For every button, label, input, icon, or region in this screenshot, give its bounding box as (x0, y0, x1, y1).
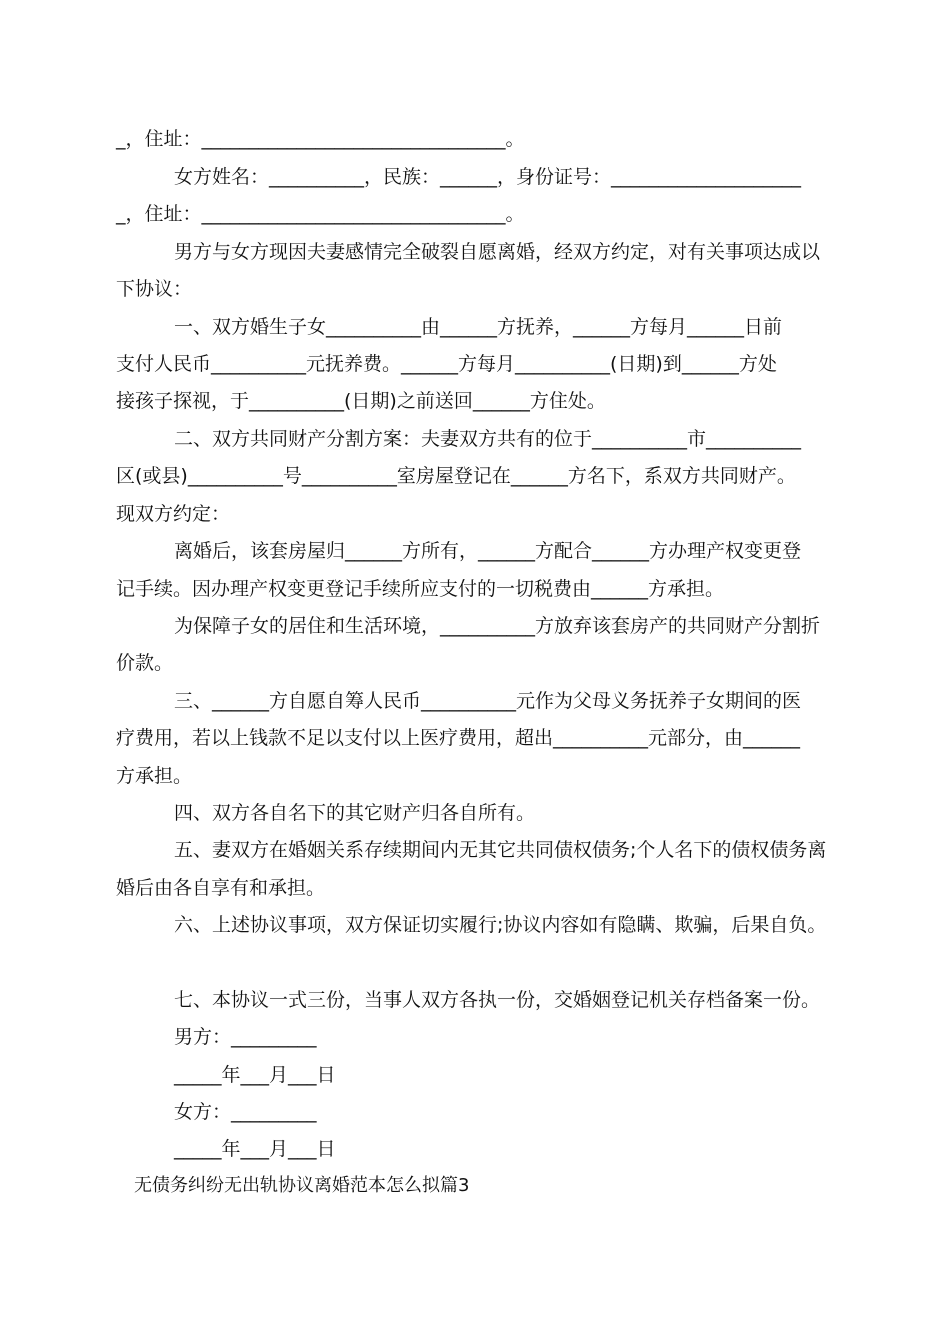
text-line: 疗费用，若以上钱款不足以支付以上医疗费用，超出__________元部分，由______ (116, 727, 801, 749)
signature-female-label: 女方：_________ (174, 1101, 317, 1123)
text-line: 二、双方共同财产分割方案：夫妻双方共有的位于__________市__________ (174, 428, 802, 450)
text-line: 女方姓名：__________，民族：______，身份证号：____________________ (174, 166, 802, 188)
text-line: 支付人民币__________元抚养费。______方每月__________(日期)到______方处 (116, 353, 777, 375)
text-line: 四、双方各自名下的其它财产归各自所有。 (174, 802, 536, 824)
text-line: 记手续。因办理产权变更登记手续所应支付的一切税费由______方承担。 (116, 578, 725, 600)
text-line: 七、本协议一式三份，当事人双方各执一份，交婚姻登记机关存档备案一份。 (174, 989, 821, 1011)
section-heading: 无债务纠纷无出轨协议离婚范本怎么拟篇3 (134, 1175, 470, 1196)
text-line: 婚后由各自享有和承担。 (116, 877, 326, 899)
text-line: 三、______方自愿自筹人民币__________元作为父母义务抚养子女期间的医 (174, 690, 802, 712)
signature-female-date: _____年___月___日 (174, 1138, 336, 1160)
text-line: 离婚后，该套房屋归______方所有，______方配合______方办理产权变更登 (174, 540, 802, 562)
text-line: _，住址：________________________________。 (116, 128, 525, 150)
text-line: 六、上述协议事项，双方保证切实履行;协议内容如有隐瞒、欺骗，后果自负。 (174, 914, 827, 936)
text-line: 现双方约定： (116, 503, 231, 525)
text-line: 一、双方婚生子女__________由______方抚养，______方每月______日前 (174, 316, 783, 338)
signature-male-date: _____年___月___日 (174, 1064, 336, 1086)
text-line: 方承担。 (116, 765, 193, 787)
text-line: 下协议： (116, 278, 193, 300)
text-line: 接孩子探视，于__________(日期)之前送回______方住处。 (116, 390, 606, 412)
text-line: _，住址：________________________________。 (116, 203, 525, 225)
text-line: 价款。 (116, 652, 174, 674)
text-line: 区(或县)__________号__________室房屋登记在______方名下，系双方共同财产。 (116, 465, 796, 487)
text-line: 五、妻双方在婚姻关系存续期间内无其它共同债权债务;个人名下的债权债务离 (174, 839, 827, 861)
signature-male-label: 男方：_________ (174, 1026, 317, 1048)
text-line: 为保障子女的居住和生活环境，__________方放弃该套房产的共同财产分割折 (174, 615, 821, 637)
text-line: 男方与女方现因夫妻感情完全破裂自愿离婚，经双方约定，对有关事项达成以 (174, 241, 821, 263)
